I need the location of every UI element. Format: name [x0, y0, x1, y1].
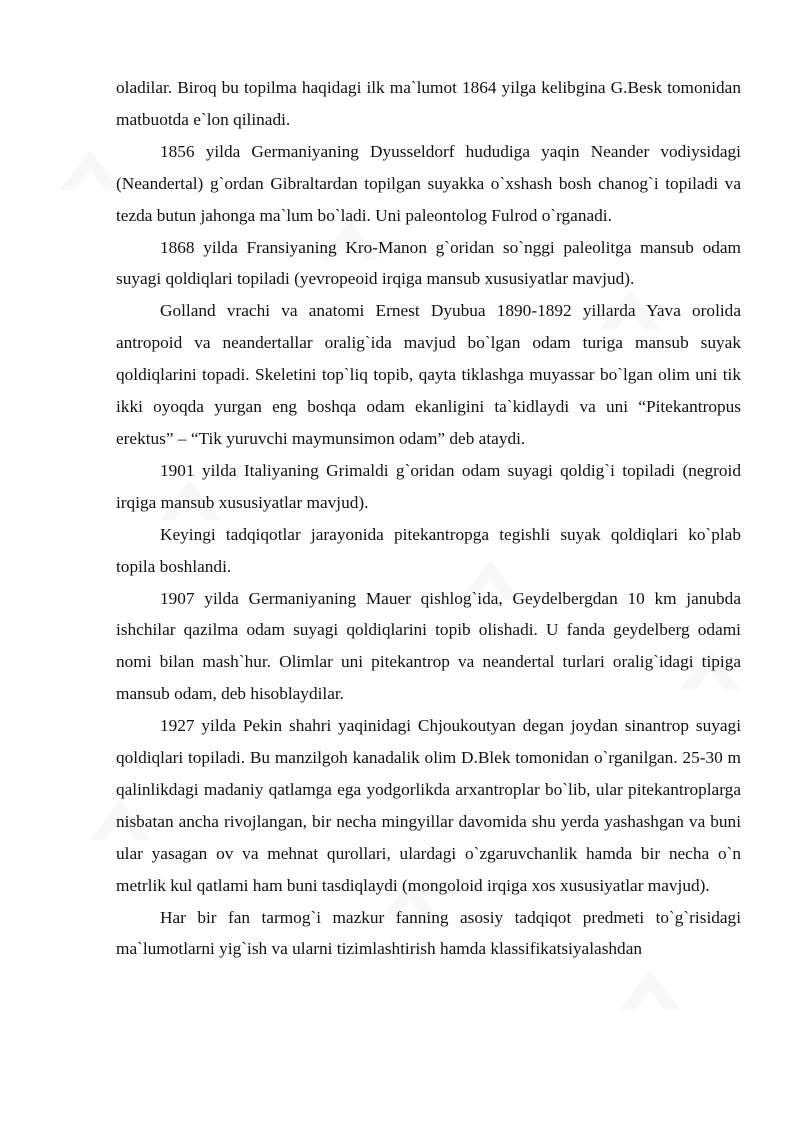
paragraph-6: Keyingi tadqiqotlar jarayonida pitekantropga tegishli suyak qoldiqlari ko`plab topila boshlandi. — [116, 524, 741, 576]
paragraph-8: 1927 yilda Pekin shahri yaqinidagi Chjoukoutyan degan joydan sinantrop suyagi qoldiqlari topiladi. Bu manzilgoh kanadalik olim D.Blek tomonidan o`rganilgan. 25-30 m qalinlikdagi madaniy qatlamga ega yodgorlikda arxantroplar bo`lib, ular pitekantroplarga nisbatan ancha rivojlangan, bir necha mingyillar davomida shu yerda yashashgan va buni ular yasagan ov va mehnat qurollari, ulardagi o`zgaruvchanlik hamda bir necha o`n metrlik kul qatlami ham buni tasdiqlaydi (mongoloid irqiga xos xususiyatlar mavjud). — [116, 716, 741, 895]
paragraph-4: Golland vrachi va anatomi Ernest Dyubua 1890-1892 yillarda Yava orolida antropoid va neandertallar oralig`ida mavjud bo`lgan odam turiga mansub suyak qoldiqlarini topadi. Skeletini top`liq topib, qayta tiklashga muyassar bo`lgan olim uni tik ikki oyoqda yurgan eng boshqa odam ekanligini ta`kidlaydi va uni “Pitekantropus erektus” – “Tik yuruvchi maymunsimon odam” deb ataydi. — [116, 301, 741, 448]
paragraph-7: 1907 yilda Germaniyaning Mauer qishlog`ida, Geydelbergdan 10 km janubda ishchilar qazilma odam suyagi qoldiqlarini topib olishadi. U fanda geydelberg odami nomi bilan mash`hur. Olimlar uni pitekantrop va neandertal turlari oralig`idagi tipiga mansub odam, deb hisoblaydilar. — [116, 588, 741, 704]
body-text — [116, 72, 741, 965]
paragraph-1: oladilar. Biroq bu topilma haqidagi ilk ma`lumot 1864 yilga kelibgina G.Besk tomonidan matbuotda e`lon qilinadi. — [116, 78, 741, 129]
paragraph-9: Har bir fan tarmog`i mazkur fanning asosiy tadqiqot predmeti to`g`risidagi ma`lumotlarni yig`ish va ularni tizimlashtirish hamda klassifikatsiyalashdan — [116, 907, 741, 959]
paragraph-3: 1868 yilda Fransiyaning Kro-Manon g`oridan so`nggi paleolitga mansub odam suyagi qoldiqlari topiladi (yevropeoid irqiga mansub xususiyatlar mavjud). — [116, 237, 741, 289]
paragraph-5: 1901 yilda Italiyaning Grimaldi g`oridan odam suyagi qoldig`i topiladi (negroid irqiga mansub xususiyatlar mavjud). — [116, 460, 741, 512]
paragraph-2: 1856 yilda Germaniyaning Dyusseldorf hududiga yaqin Neander vodiysidagi (Neandertal) g`ordan Gibraltardan topilgan suyakka o`xshash bosh chanog`i topiladi va tezda butun jahonga ma`lum bo`ladi. Uni paleontolog Fulrod o`rganadi. — [116, 141, 741, 225]
